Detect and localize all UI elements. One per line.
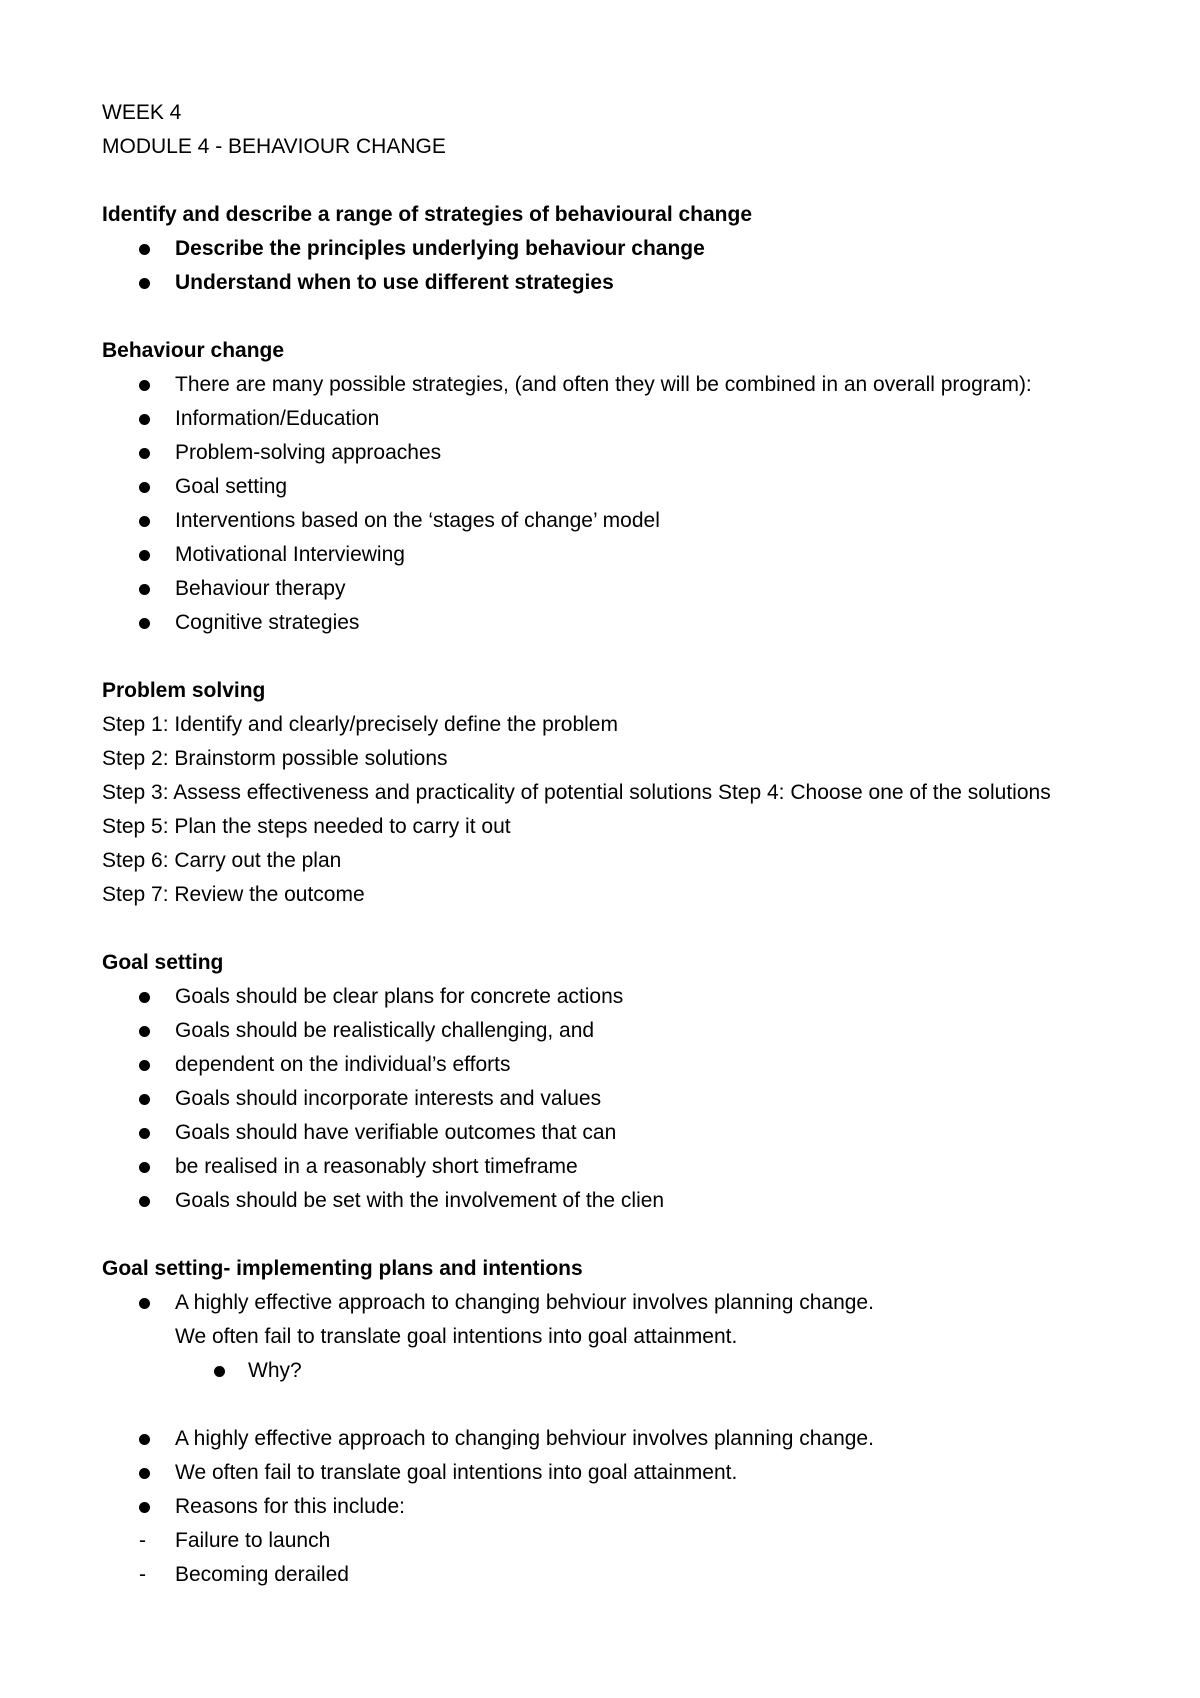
bullet-icon bbox=[139, 992, 150, 1003]
problem-step: Step 7: Review the outcome bbox=[102, 883, 365, 906]
list-item: Understand when to use different strategies bbox=[102, 266, 1142, 300]
list-item: Goals should be set with the involvement of the clien bbox=[102, 1184, 1142, 1218]
list-item: be realised in a reasonably short timeframe bbox=[102, 1150, 1142, 1184]
list-item: Information/Education bbox=[102, 402, 1142, 436]
list-item: Interventions based on the ‘stages of change’ model bbox=[102, 504, 1142, 538]
dash-list-item: - Becoming derailed bbox=[102, 1558, 1142, 1592]
spacer bbox=[102, 300, 1142, 334]
bullet-icon bbox=[139, 618, 150, 629]
bullet-icon bbox=[139, 1162, 150, 1173]
goal-setting-heading: Goal setting bbox=[102, 951, 224, 974]
bullet-icon bbox=[139, 380, 150, 391]
module-title: MODULE 4 - BEHAVIOUR CHANGE bbox=[102, 135, 446, 158]
list-item: Cognitive strategies bbox=[102, 606, 1142, 640]
list-item: Reasons for this include: bbox=[102, 1490, 1142, 1524]
bullet-icon bbox=[139, 1434, 150, 1445]
bullet-icon bbox=[139, 1298, 150, 1309]
spacer bbox=[102, 164, 1142, 198]
problem-solving-heading: Problem solving bbox=[102, 679, 266, 702]
bullet-icon bbox=[139, 516, 150, 527]
list-item: Behaviour therapy bbox=[102, 572, 1142, 606]
bullet-icon bbox=[139, 482, 150, 493]
bullet-icon bbox=[139, 584, 150, 595]
bullet-icon bbox=[139, 278, 150, 289]
list-item-continuation: We often fail to translate goal intentions into goal attainment. bbox=[175, 1325, 738, 1348]
implementing-heading: Goal setting- implementing plans and intentions bbox=[102, 1257, 583, 1280]
bullet-icon bbox=[139, 1196, 150, 1207]
list-item: Goals should be clear plans for concrete actions bbox=[102, 980, 1142, 1014]
bullet-icon bbox=[139, 1060, 150, 1071]
dash-list-item: - Failure to launch bbox=[102, 1524, 1142, 1558]
bullet-icon bbox=[139, 1026, 150, 1037]
list-item: Describe the principles underlying behaviour change bbox=[102, 232, 1142, 266]
dash-marker: - bbox=[139, 1563, 146, 1586]
bullet-icon bbox=[139, 1468, 150, 1479]
spacer bbox=[102, 1388, 1142, 1422]
list-item: Motivational Interviewing bbox=[102, 538, 1142, 572]
list-item: Problem-solving approaches bbox=[102, 436, 1142, 470]
list-item: We often fail to translate goal intentions into goal attainment. bbox=[102, 1456, 1142, 1490]
problem-step: Step 3: Assess effectiveness and practicality of potential solutions Step 4: Choose one of the solutions bbox=[102, 781, 1051, 804]
sub-list-item: Why? bbox=[102, 1354, 1142, 1388]
bullet-icon bbox=[139, 550, 150, 561]
spacer bbox=[102, 912, 1142, 946]
bullet-icon bbox=[139, 1502, 150, 1513]
objectives-heading: Identify and describe a range of strategies of behavioural change bbox=[102, 203, 753, 226]
problem-step: Step 1: Identify and clearly/precisely define the problem bbox=[102, 713, 618, 736]
problem-step: Step 2: Brainstorm possible solutions bbox=[102, 747, 448, 770]
list-item: Goals should have verifiable outcomes that can bbox=[102, 1116, 1142, 1150]
bullet-icon bbox=[139, 414, 150, 425]
list-item: There are many possible strategies, (and often they will be combined in an overall program): bbox=[102, 368, 1142, 402]
spacer bbox=[102, 640, 1142, 674]
week-title: WEEK 4 bbox=[102, 101, 182, 124]
bullet-icon bbox=[139, 244, 150, 255]
dash-marker: - bbox=[139, 1529, 146, 1552]
bullet-icon bbox=[139, 448, 150, 459]
list-item: dependent on the individual’s efforts bbox=[102, 1048, 1142, 1082]
list-item: Goal setting bbox=[102, 470, 1142, 504]
document-page bbox=[102, 96, 1142, 1592]
list-item: A highly effective approach to changing behviour involves planning change. bbox=[102, 1422, 1142, 1456]
problem-step: Step 5: Plan the steps needed to carry it out bbox=[102, 815, 511, 838]
list-item: Goals should be realistically challenging, and bbox=[102, 1014, 1142, 1048]
bullet-icon bbox=[214, 1366, 225, 1377]
spacer bbox=[102, 1218, 1142, 1252]
bullet-icon bbox=[139, 1128, 150, 1139]
behaviour-change-heading: Behaviour change bbox=[102, 339, 285, 362]
problem-step: Step 6: Carry out the plan bbox=[102, 849, 342, 872]
list-item: A highly effective approach to changing behviour involves planning change. bbox=[102, 1286, 1142, 1320]
list-item: Goals should incorporate interests and values bbox=[102, 1082, 1142, 1116]
bullet-icon bbox=[139, 1094, 150, 1105]
